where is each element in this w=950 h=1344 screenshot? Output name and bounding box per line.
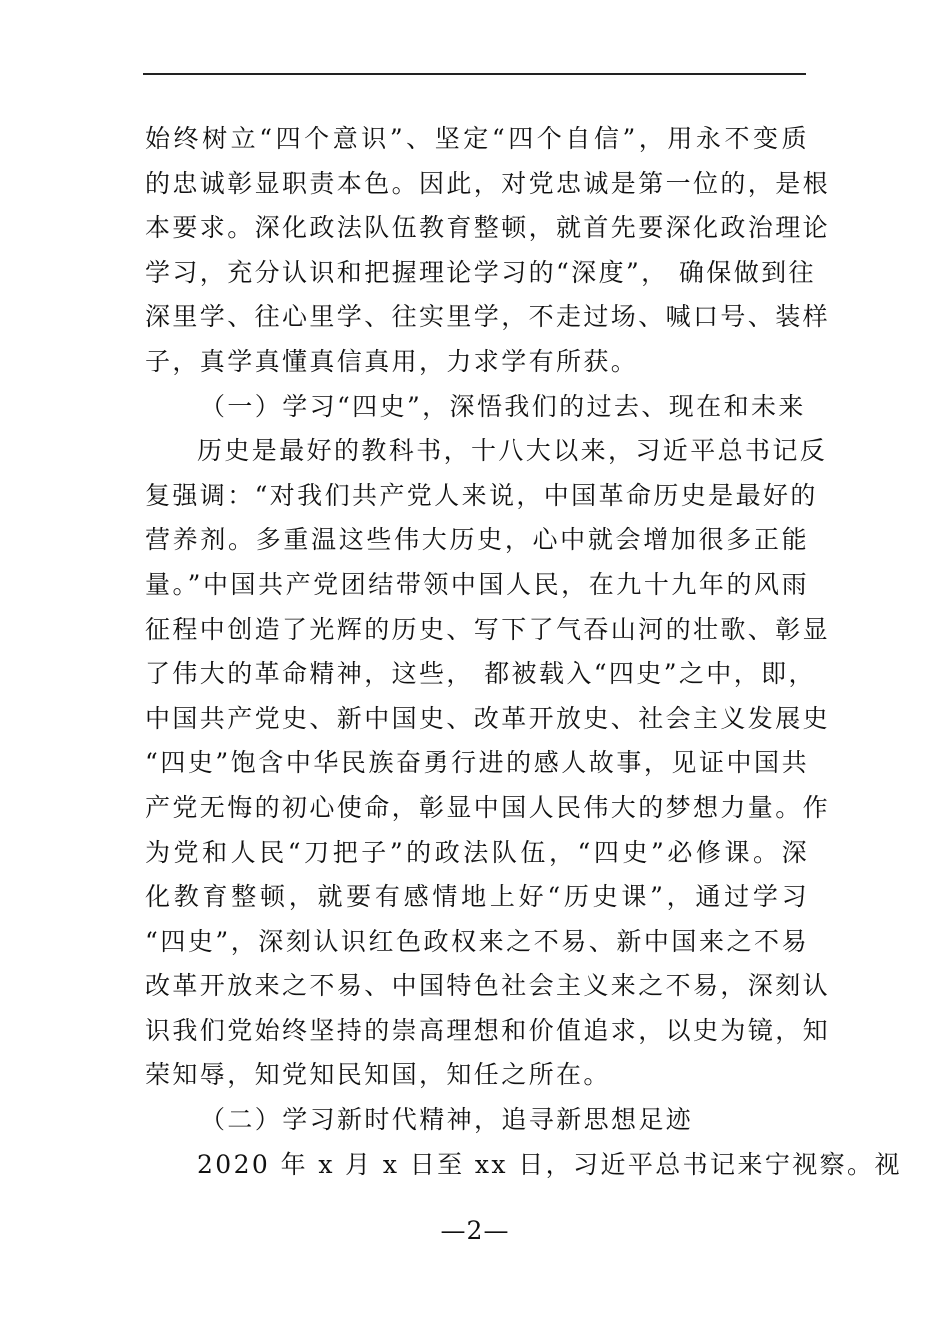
text-line: 的忠诚彰显职责本色。因此，对党忠诚是第一位的，是根 — [145, 168, 831, 198]
text-line: 始终树立“四个意识”、坚定“四个自信”，用永不变质 — [145, 124, 809, 153]
body-text — [145, 117, 902, 1187]
text-line: 子，真学真懂真信真用，力求学有所获。 — [145, 346, 639, 376]
text-line: 2020 年 x 月 x 日至 xx 日，习近平总书记来宁视察。视 — [197, 1149, 902, 1179]
text-line: “四史”饱含中华民族奋勇行进的感人故事，见证中国共 — [145, 748, 809, 778]
text-line: 中国共产党史、新中国史、改革开放史、社会主义发展史 — [145, 703, 831, 733]
text-line: 营养剂。多重温这些伟大历史，心中就会增加很多正能 — [145, 525, 809, 555]
text-line: 产党无悔的初心使命，彰显中国人民伟大的梦想力量。作 — [145, 792, 831, 822]
text-line: 识我们党始终坚持的崇高理想和价值追求，以史为镜，知 — [145, 1015, 831, 1045]
text-line: 量。”中国共产党团结带领中国人民，在九十九年的风雨 — [145, 569, 809, 599]
text-line: 深里学、往心里学、往实里学，不走过场、喊口号、装样 — [145, 302, 831, 332]
text-line: 荣知辱，知党知民知国，知任之所在。 — [145, 1060, 611, 1090]
text-line: 为党和人民“刀把子”的政法队伍，“四史”必修课。深 — [145, 837, 809, 867]
text-line: 复强调：“对我们共产党人来说，中国革命历史是最好的 — [145, 480, 818, 510]
page-number: —2— — [440, 1216, 510, 1245]
section-heading: （二）学习新时代精神，追寻新思想足迹 — [200, 1105, 694, 1135]
text-line: 化教育整顿，就要有感情地上好“历史课”，通过学习 — [145, 882, 809, 912]
text-line: 征程中创造了光辉的历史、写下了气吞山河的壮歌、彰显 — [145, 614, 831, 644]
text-line: 了伟大的革命精神，这些， 都被载入“四史”之中，即， — [145, 659, 816, 689]
text-line: 历史是最好的教科书，十八大以来，习近平总书记反 — [197, 436, 828, 466]
section-heading: （一）学习“四史”，深悟我们的过去、现在和未来 — [200, 391, 806, 421]
text-line: 改革开放来之不易、中国特色社会主义来之不易，深刻认 — [145, 971, 831, 1001]
text-line: “四史”，深刻认识红色政权来之不易、新中国来之不易 — [145, 926, 809, 956]
header-rule — [143, 73, 806, 75]
text-line: 学习，充分认识和把握理论学习的“深度”， 确保做到往 — [145, 257, 816, 287]
text-line: 本要求。深化政法队伍教育整顿，就首先要深化政治理论 — [145, 213, 831, 243]
